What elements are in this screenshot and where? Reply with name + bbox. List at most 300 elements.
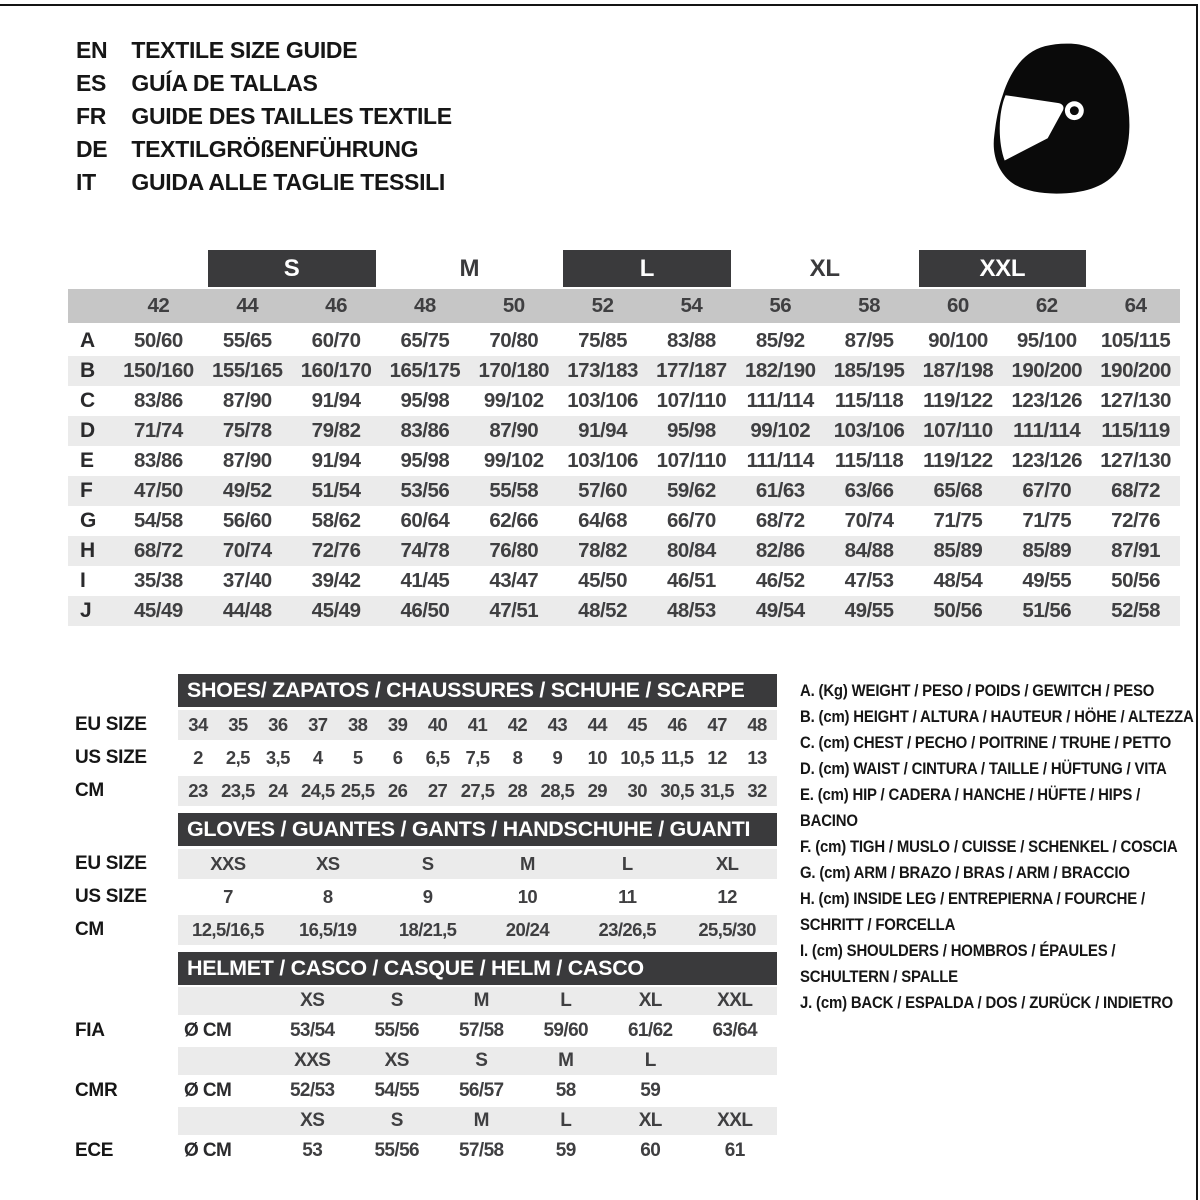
- size-value-cell: 71/74: [134, 419, 183, 442]
- helmet-size-label: XS: [384, 1050, 409, 1071]
- size-value-cell: 177/187: [656, 359, 727, 382]
- shoes-row: [75, 743, 777, 773]
- helmet-size-label: XL: [638, 990, 662, 1011]
- shoes-value-cell: 37: [308, 714, 328, 735]
- header-spacer: [75, 674, 178, 707]
- size-group-xxl: XXL: [919, 250, 1087, 287]
- size-value-cell: 51/56: [1022, 599, 1072, 622]
- size-value-cell: 87/90: [222, 449, 272, 472]
- size-value-cell: 99/102: [750, 419, 811, 442]
- gloves-value-cell: 10: [517, 886, 538, 907]
- helmet-size-label: XXL: [717, 990, 753, 1011]
- size-value-cell: 87/95: [844, 329, 894, 352]
- gloves-row: [75, 849, 777, 879]
- size-value-cell: 99/102: [483, 449, 544, 472]
- size-value-cell: 64/68: [578, 509, 627, 532]
- size-value-cell: 187/198: [922, 359, 994, 382]
- row-letter-label: H: [80, 539, 95, 562]
- size-value-cell: 45/49: [311, 599, 361, 622]
- size-value-cell: 57/60: [578, 479, 627, 502]
- size-value-cell: 103/106: [567, 449, 638, 472]
- size-value-cell: 54/58: [134, 509, 183, 532]
- helmet-size-label: M: [558, 1050, 574, 1071]
- shoes-value-cell: 28,5: [540, 780, 575, 801]
- helmet-size-spacer: [178, 1047, 270, 1075]
- legend-item-d: D. (cm) WAIST / CINTURA / TAILLE / HÜFTUNG / VITA: [800, 760, 1167, 778]
- helmet-value-cell: 59/60: [543, 1020, 589, 1041]
- accessory-tables: [75, 674, 777, 1172]
- row-letter-label: D: [80, 419, 95, 442]
- shoes-row-label: CM: [75, 780, 104, 801]
- size-value-cell: 37/40: [222, 569, 272, 592]
- shoes-table: [75, 674, 777, 806]
- gloves-value-cell: L: [621, 853, 633, 874]
- helmet-size-label: L: [560, 990, 572, 1011]
- size-value-cell: 83/86: [400, 419, 450, 442]
- language-code: IT: [76, 169, 96, 195]
- helmet-standard-values: [178, 1077, 777, 1105]
- gloves-row-label: US SIZE: [75, 886, 147, 907]
- helmet-table-title: HELMET / CASCO / CASQUE / HELM / CASCO: [178, 952, 777, 985]
- shoes-value-cell: 24,5: [300, 780, 335, 801]
- language-code: FR: [76, 103, 107, 129]
- shoes-value-cell: 23,5: [221, 780, 255, 801]
- gloves-value-cell: 12,5/16,5: [192, 919, 264, 940]
- size-value-cell: 107/110: [656, 449, 727, 472]
- size-value-cell: 46/51: [667, 569, 716, 592]
- size-value-cell: 70/80: [489, 329, 539, 352]
- size-value-cell: 90/100: [928, 329, 988, 352]
- shoes-value-cell: 44: [587, 714, 607, 735]
- helmet-table-body: [75, 987, 777, 1165]
- size-value-cell: 56/60: [222, 509, 272, 532]
- size-value-cell: 48/53: [667, 599, 716, 622]
- size-value-cell: 44/48: [222, 599, 272, 622]
- shoes-value-cell: 9: [552, 747, 563, 768]
- helmet-unit-label: Ø CM: [184, 1020, 232, 1041]
- gloves-row: [75, 915, 777, 945]
- size-value-cell: 95/98: [400, 449, 450, 472]
- size-value-cell: 35/38: [134, 569, 183, 592]
- helmet-value-cell: 58: [555, 1080, 576, 1101]
- numeric-size: 48: [414, 294, 436, 317]
- size-value-cell: 55/65: [222, 329, 272, 352]
- size-value-cell: 53/56: [400, 479, 450, 502]
- numeric-size: 50: [502, 294, 525, 317]
- legend-item-j: J. (cm) BACK / ESPALDA / DOS / ZURÜCK / INDIETRO: [800, 994, 1173, 1012]
- helmet-size-spacer: [178, 987, 270, 1015]
- size-value-cell: 71/75: [1022, 509, 1072, 532]
- gloves-value-cell: M: [520, 853, 535, 874]
- helmet-table-header: [75, 952, 777, 985]
- gloves-value-cell: 16,5/19: [298, 919, 357, 940]
- size-group-s: S: [208, 250, 376, 287]
- helmet-sizes-values: [178, 987, 777, 1015]
- gloves-value-cell: 18/21,5: [398, 919, 457, 940]
- shoes-value-cell: 27: [427, 780, 448, 801]
- gloves-row-label: CM: [75, 919, 104, 940]
- size-value-cell: 185/195: [833, 359, 905, 382]
- gloves-row-values: [178, 882, 777, 912]
- numeric-size: 44: [236, 294, 259, 317]
- size-value-cell: 85/92: [755, 329, 805, 352]
- size-value-cell: 61/63: [755, 479, 805, 502]
- shoes-value-cell: 36: [268, 714, 288, 735]
- size-value-cell: 91/94: [578, 419, 627, 442]
- size-value-cell: 72/76: [1111, 509, 1160, 532]
- size-value-cell: 103/106: [833, 419, 905, 442]
- helmet-sizes-row-ece: [75, 1107, 777, 1135]
- size-value-cell: 111/114: [746, 389, 814, 412]
- shoes-value-cell: 45: [627, 714, 647, 735]
- gloves-value-cell: 23/26,5: [598, 919, 656, 940]
- size-value-cell: 170/180: [478, 359, 550, 382]
- size-value-cell: 43/47: [489, 569, 539, 592]
- size-value-cell: 85/89: [933, 539, 983, 562]
- size-value-cell: 119/122: [923, 389, 993, 412]
- helmet-standard-values: [178, 1137, 777, 1165]
- size-value-cell: 82/86: [755, 539, 805, 562]
- shoes-value-cell: 11,5: [660, 747, 694, 768]
- helmet-value-cell: 59: [640, 1080, 661, 1101]
- textile-size-table: [68, 250, 1180, 626]
- shoes-value-cell: 2: [193, 747, 203, 768]
- helmet-value-cell: [693, 1077, 778, 1105]
- size-value-cell: 127/130: [1100, 389, 1171, 412]
- gloves-table: [75, 813, 777, 945]
- measurement-legend: [800, 678, 1198, 1016]
- helmet-unit-label: Ø CM: [184, 1080, 232, 1101]
- helmet-size-label: M: [473, 990, 489, 1011]
- helmet-size-label: [693, 1047, 778, 1075]
- helmet-size-label: L: [644, 1050, 656, 1071]
- size-value-cell: 87/90: [222, 389, 272, 412]
- size-group-spacer-end: [1091, 250, 1180, 287]
- size-value-cell: 91/94: [311, 449, 361, 472]
- size-value-cell: 45/49: [134, 599, 183, 622]
- size-value-cell: 46/52: [755, 569, 805, 592]
- size-value-cell: 49/55: [844, 599, 894, 622]
- gloves-row-label: EU SIZE: [75, 853, 147, 874]
- shoes-table-title: SHOES/ ZAPATOS / CHAUSSURES / SCHUHE / SCARPE: [178, 674, 777, 707]
- gloves-table-header: [75, 813, 777, 846]
- shoes-value-cell: 2,5: [225, 747, 250, 768]
- size-value-cell: 84/88: [844, 539, 894, 562]
- size-value-cell: 87/91: [1111, 539, 1160, 562]
- size-table-row-j: [68, 596, 1180, 626]
- legend-item-g: G. (cm) ARM / BRAZO / BRAS / ARM / BRACCIO: [800, 864, 1130, 882]
- size-value-cell: 48/52: [578, 599, 627, 622]
- shoes-row-values: [178, 776, 777, 806]
- helmet-value-cell: 53: [302, 1140, 323, 1161]
- gloves-row: [75, 882, 777, 912]
- language-code: DE: [76, 136, 108, 162]
- racing-helmet-icon: [972, 30, 1144, 212]
- gloves-value-cell: 11: [618, 886, 637, 907]
- shoes-value-cell: 4: [312, 747, 323, 768]
- size-value-cell: 103/106: [567, 389, 638, 412]
- gloves-value-cell: 9: [422, 886, 433, 907]
- shoes-row: [75, 710, 777, 740]
- size-value-cell: 111/114: [1013, 419, 1081, 442]
- size-group-m: M: [459, 254, 480, 282]
- size-value-cell: 48/54: [933, 569, 983, 592]
- size-value-cell: 59/62: [667, 479, 716, 502]
- shoes-value-cell: 28: [507, 780, 528, 801]
- shoes-value-cell: 10,5: [620, 747, 655, 768]
- legend-item-a: A. (Kg) WEIGHT / PESO / POIDS / GEWITCH / PESO: [800, 682, 1155, 700]
- guide-title-de: TEXTILGRÖßENFÜHRUNG: [131, 136, 419, 162]
- legend-item-h: H. (cm) INSIDE LEG / ENTREPIERNA / FOURCHE / SCHRITT / FORCELLA: [800, 890, 1145, 934]
- size-table-row-c: [68, 386, 1180, 416]
- shoes-value-cell: 3,5: [265, 747, 290, 768]
- helmet-value-cell: 57/58: [458, 1140, 504, 1161]
- guide-title-en: TEXTILE SIZE GUIDE: [131, 37, 358, 63]
- size-value-cell: 83/88: [667, 329, 716, 352]
- size-value-cell: 39/42: [311, 569, 361, 592]
- helmet-value-cell: 63/64: [712, 1020, 758, 1041]
- helmet-size-label: L: [560, 1110, 572, 1131]
- helmet-sizes-values: [178, 1107, 777, 1135]
- row-letter-label: B: [80, 359, 95, 382]
- row-letter-label: C: [80, 389, 95, 412]
- helmet-value-cell: 57/58: [458, 1020, 504, 1041]
- size-value-cell: 41/45: [400, 569, 450, 592]
- size-table-row-f: [68, 476, 1180, 506]
- numeric-size-spacer: [68, 289, 114, 323]
- size-value-cell: 80/84: [667, 539, 716, 562]
- guide-title-it: GUIDA ALLE TAGLIE TESSILI: [131, 169, 446, 195]
- size-value-cell: 76/80: [489, 539, 539, 562]
- size-value-cell: 123/126: [1011, 449, 1083, 472]
- shoes-row-values: [178, 743, 777, 773]
- shoes-value-cell: 6: [392, 747, 403, 768]
- size-table-row-h: [68, 536, 1180, 566]
- helmet-size-label: XS: [300, 990, 325, 1011]
- shoes-row-values: [178, 710, 777, 740]
- helmet-size-label: XS: [300, 1110, 325, 1131]
- size-value-cell: 55/58: [489, 479, 539, 502]
- size-value-cell: 123/126: [1011, 389, 1083, 412]
- language-code: ES: [76, 70, 107, 96]
- helmet-value-cell: 53/54: [289, 1020, 335, 1041]
- shoes-value-cell: 24: [268, 780, 288, 801]
- shoes-value-cell: 26: [387, 780, 408, 801]
- shoes-value-cell: 6,5: [425, 747, 450, 768]
- size-value-cell: 85/89: [1022, 539, 1072, 562]
- size-value-cell: 119/122: [923, 449, 993, 472]
- size-value-cell: 67/70: [1022, 479, 1072, 502]
- helmet-row-spacer: [75, 987, 178, 1015]
- numeric-size-row: [68, 289, 1180, 323]
- row-letter-label: G: [80, 509, 96, 532]
- helmet-sizes-row-fia: [75, 987, 777, 1015]
- size-value-cell: 65/75: [400, 329, 450, 352]
- size-value-cell: 68/72: [134, 539, 183, 562]
- size-value-cell: 99/102: [483, 389, 544, 412]
- helmet-value-cell: 55/56: [374, 1020, 420, 1041]
- helmet-size-label: XXL: [717, 1110, 753, 1131]
- shoes-value-cell: 35: [228, 714, 248, 735]
- size-table-row-b: [68, 356, 1180, 386]
- helmet-standard-label: ECE: [75, 1140, 114, 1161]
- size-table-row-d: [68, 416, 1180, 446]
- size-value-cell: 68/72: [755, 509, 805, 532]
- size-value-cell: 70/74: [844, 509, 894, 532]
- numeric-size: 64: [1124, 294, 1147, 317]
- row-letter-label: J: [80, 599, 92, 622]
- size-table-row-g: [68, 506, 1180, 536]
- header-spacer: [75, 952, 178, 985]
- shoes-value-cell: 42: [507, 714, 528, 735]
- size-value-cell: 155/165: [211, 359, 283, 382]
- gloves-value-cell: 8: [322, 886, 333, 907]
- gloves-value-cell: XL: [715, 853, 739, 874]
- size-value-cell: 50/60: [134, 329, 183, 352]
- size-value-cell: 49/52: [222, 479, 272, 502]
- size-value-cell: 47/51: [489, 599, 539, 622]
- size-table-row-a: [68, 326, 1180, 356]
- helmet-unit-label: Ø CM: [184, 1140, 232, 1161]
- size-value-cell: 65/68: [933, 479, 983, 502]
- helmet-size-label: S: [390, 1110, 403, 1131]
- helmet-size-label: XL: [638, 1110, 662, 1131]
- size-value-cell: 60/70: [311, 329, 361, 352]
- size-value-cell: 46/50: [400, 599, 450, 622]
- legend-item-e: E. (cm) HIP / CADERA / HANCHE / HÜFTE / HIPS / BACINO: [800, 786, 1141, 830]
- helmet-size-label: M: [473, 1110, 489, 1131]
- shoes-value-cell: 31,5: [700, 780, 734, 801]
- helmet-standard-label: FIA: [75, 1020, 105, 1041]
- size-table-body: [68, 326, 1180, 626]
- gloves-row-values: [178, 849, 777, 879]
- size-group-spacer: [68, 250, 203, 287]
- row-letter-label: A: [80, 329, 95, 352]
- size-value-cell: 87/90: [489, 419, 539, 442]
- row-letter-label: F: [80, 479, 93, 502]
- numeric-size: 54: [680, 294, 703, 317]
- shoes-value-cell: 46: [667, 714, 687, 735]
- helmet-value-cell: 59: [555, 1140, 576, 1161]
- legend-item-b: B. (cm) HEIGHT / ALTURA / HAUTEUR / HÖHE / ALTEZZA: [800, 708, 1194, 726]
- helmet-value-cell: 61: [724, 1140, 745, 1161]
- shoes-value-cell: 39: [387, 714, 408, 735]
- gloves-table-body: [75, 849, 777, 945]
- numeric-size: 56: [769, 294, 792, 317]
- size-value-cell: 127/130: [1100, 449, 1171, 472]
- size-value-cell: 49/54: [755, 599, 805, 622]
- size-value-cell: 115/119: [1101, 419, 1170, 442]
- gloves-row-values: [178, 915, 777, 945]
- shoes-value-cell: 32: [747, 780, 767, 801]
- shoes-row-label: US SIZE: [75, 747, 147, 768]
- size-value-cell: 115/118: [834, 389, 904, 412]
- shoes-value-cell: 30,5: [660, 780, 694, 801]
- size-value-cell: 105/115: [1100, 329, 1171, 352]
- shoes-value-cell: 38: [347, 714, 368, 735]
- shoes-value-cell: 10: [587, 747, 607, 768]
- size-value-cell: 182/190: [744, 359, 816, 382]
- size-value-cell: 111/114: [746, 449, 814, 472]
- shoes-table-body: [75, 710, 777, 806]
- gloves-table-title: GLOVES / GUANTES / GANTS / HANDSCHUHE / GUANTI: [178, 813, 777, 846]
- size-value-cell: 51/54: [311, 479, 361, 502]
- helmet-sizes-values: [178, 1047, 777, 1075]
- size-value-cell: 107/110: [923, 419, 993, 442]
- helmet-size-spacer: [178, 1107, 270, 1135]
- size-value-cell: 47/53: [844, 569, 894, 592]
- helmet-values-row-cmr: [75, 1077, 777, 1105]
- helmet-sizes-row-cmr: [75, 1047, 777, 1075]
- size-value-cell: 95/98: [667, 419, 716, 442]
- language-title-list: [76, 38, 452, 194]
- gloves-value-cell: XXS: [210, 853, 246, 874]
- size-value-cell: 190/200: [1011, 359, 1083, 382]
- shoes-value-cell: 8: [512, 747, 523, 768]
- numeric-size: 52: [591, 294, 614, 317]
- helmet-value-cell: 54/55: [374, 1080, 420, 1101]
- size-value-cell: 71/75: [933, 509, 983, 532]
- size-value-cell: 58/62: [311, 509, 361, 532]
- size-value-cell: 50/56: [1111, 569, 1160, 592]
- shoes-value-cell: 23: [188, 780, 208, 801]
- helmet-size-label: S: [475, 1050, 488, 1071]
- helmet-standard-label: CMR: [75, 1080, 118, 1101]
- gloves-value-cell: S: [421, 853, 434, 874]
- numeric-size: 46: [325, 294, 347, 317]
- gloves-value-cell: 25,5/30: [698, 919, 756, 940]
- size-value-cell: 50/56: [933, 599, 983, 622]
- size-value-cell: 95/100: [1016, 329, 1077, 352]
- size-value-cell: 115/118: [834, 449, 904, 472]
- size-value-cell: 45/50: [578, 569, 627, 592]
- size-table-row-e: [68, 446, 1180, 476]
- size-value-cell: 173/183: [567, 359, 638, 382]
- gloves-value-cell: 20/24: [505, 919, 550, 940]
- helmet-row-spacer: [75, 1107, 178, 1135]
- gloves-value-cell: XS: [316, 853, 340, 874]
- guide-title-fr: GUIDE DES TAILLES TEXTILE: [131, 103, 452, 129]
- row-letter-label: E: [80, 449, 94, 472]
- size-value-cell: 72/76: [311, 539, 361, 562]
- helmet-value-cell: 56/57: [458, 1080, 504, 1101]
- shoes-value-cell: 41: [467, 714, 488, 735]
- size-value-cell: 68/72: [1111, 479, 1160, 502]
- helmet-size-label: XXS: [294, 1050, 331, 1071]
- shoes-value-cell: 29: [587, 780, 607, 801]
- helmet-value-cell: 52/53: [289, 1080, 335, 1101]
- shoes-value-cell: 12: [707, 747, 727, 768]
- size-value-cell: 150/160: [123, 359, 194, 382]
- shoes-value-cell: 48: [747, 714, 767, 735]
- size-value-cell: 63/66: [844, 479, 894, 502]
- numeric-size: 58: [858, 294, 880, 317]
- size-value-cell: 66/70: [667, 509, 716, 532]
- size-value-cell: 95/98: [400, 389, 450, 412]
- guide-title-es: GUÍA DE TALLAS: [131, 70, 318, 96]
- language-code: EN: [76, 37, 108, 63]
- legend-item-i: I. (cm) SHOULDERS / HOMBROS / ÉPAULES / SCHULTERN / SPALLE: [800, 942, 1116, 986]
- size-value-cell: 79/82: [311, 419, 361, 442]
- numeric-size: 60: [947, 294, 969, 317]
- numeric-size: 42: [147, 294, 170, 317]
- size-value-cell: 74/78: [400, 539, 450, 562]
- size-value-cell: 47/50: [134, 479, 183, 502]
- helmet-row-spacer: [75, 1047, 178, 1075]
- legend-item-f: F. (cm) TIGH / MUSLO / CUISSE / SCHENKEL / COSCIA: [800, 838, 1178, 856]
- size-value-cell: 107/110: [656, 389, 727, 412]
- helmet-values-row-ece: [75, 1137, 777, 1165]
